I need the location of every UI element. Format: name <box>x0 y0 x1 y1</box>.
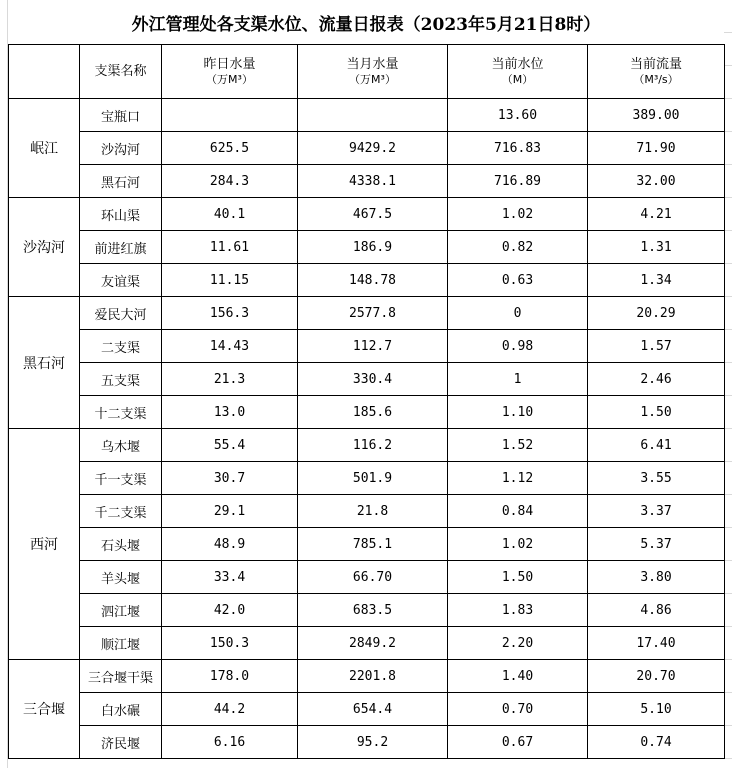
month-volume-cell[interactable]: 112.7 <box>298 330 448 363</box>
header-current-flow[interactable] <box>588 45 725 99</box>
current-flow-cell[interactable]: 20.29 <box>588 297 725 330</box>
month-volume-cell[interactable]: 2201.8 <box>298 660 448 693</box>
current-flow-cell[interactable]: 1.34 <box>588 264 725 297</box>
yesterday-volume-cell[interactable]: 55.4 <box>162 429 298 462</box>
current-flow-cell[interactable]: 2.46 <box>588 363 725 396</box>
header-branch-name[interactable] <box>80 45 162 99</box>
yesterday-volume-cell[interactable]: 11.15 <box>162 264 298 297</box>
current-level-cell[interactable]: 1.02 <box>448 198 588 231</box>
yesterday-volume-cell[interactable]: 42.0 <box>162 594 298 627</box>
table-row <box>9 165 725 198</box>
table-row <box>9 726 725 759</box>
yesterday-volume-cell[interactable]: 284.3 <box>162 165 298 198</box>
yesterday-volume-cell[interactable]: 21.3 <box>162 363 298 396</box>
current-flow-cell[interactable]: 3.55 <box>588 462 725 495</box>
current-level-cell[interactable]: 1.02 <box>448 528 588 561</box>
yesterday-volume-cell[interactable]: 625.5 <box>162 132 298 165</box>
current-flow-cell[interactable]: 1.57 <box>588 330 725 363</box>
branch-name-cell[interactable]: 白水碾 <box>80 693 162 726</box>
current-level-cell[interactable]: 1.12 <box>448 462 588 495</box>
month-volume-cell[interactable]: 148.78 <box>298 264 448 297</box>
sheet-gridline-left <box>0 0 8 768</box>
table-row <box>9 198 725 231</box>
month-volume-cell[interactable]: 330.4 <box>298 363 448 396</box>
current-level-cell[interactable]: 2.20 <box>448 627 588 660</box>
current-flow-cell[interactable]: 5.37 <box>588 528 725 561</box>
group-name-cell[interactable]: 沙沟河 <box>9 198 80 297</box>
month-volume-cell[interactable]: 4338.1 <box>298 165 448 198</box>
month-volume-cell[interactable]: 654.4 <box>298 693 448 726</box>
group-name-cell[interactable]: 三合堰 <box>9 660 80 759</box>
month-volume-cell[interactable]: 467.5 <box>298 198 448 231</box>
current-flow-cell[interactable]: 389.00 <box>588 99 725 132</box>
current-flow-cell[interactable]: 4.86 <box>588 594 725 627</box>
current-flow-cell[interactable]: 20.70 <box>588 660 725 693</box>
month-volume-cell[interactable]: 2849.2 <box>298 627 448 660</box>
table-row <box>9 231 725 264</box>
yesterday-volume-cell[interactable]: 48.9 <box>162 528 298 561</box>
yesterday-volume-cell[interactable]: 40.1 <box>162 198 298 231</box>
current-level-cell[interactable]: 1.52 <box>448 429 588 462</box>
branch-name-cell[interactable]: 顺江堰 <box>80 627 162 660</box>
table-row <box>9 264 725 297</box>
yesterday-volume-cell[interactable]: 14.43 <box>162 330 298 363</box>
header-flow-label: 当前流量 <box>629 56 682 72</box>
current-level-cell[interactable]: 1.50 <box>448 561 588 594</box>
current-level-cell[interactable]: 0.70 <box>448 693 588 726</box>
report-title: 外江管理处各支渠水位、流量日报表（2023年5月21日8时） <box>131 14 601 35</box>
header-month-unit: （万M³） <box>349 72 396 86</box>
yesterday-volume-cell[interactable]: 11.61 <box>162 231 298 264</box>
table-row <box>9 330 725 363</box>
table-row <box>9 297 725 330</box>
table-row <box>9 429 725 462</box>
current-level-cell[interactable]: 0.84 <box>448 495 588 528</box>
header-current-level[interactable] <box>448 45 588 99</box>
yesterday-volume-cell[interactable]: 33.4 <box>162 561 298 594</box>
branch-name-cell[interactable]: 千一支渠 <box>80 462 162 495</box>
current-flow-cell[interactable]: 1.50 <box>588 396 725 429</box>
current-flow-cell[interactable]: 6.41 <box>588 429 725 462</box>
month-volume-cell[interactable]: 95.2 <box>298 726 448 759</box>
yesterday-volume-cell[interactable]: 6.16 <box>162 726 298 759</box>
header-month-volume[interactable] <box>298 45 448 99</box>
current-level-cell[interactable]: 0.63 <box>448 264 588 297</box>
branch-name-cell[interactable]: 五支渠 <box>80 363 162 396</box>
report-table <box>8 44 725 759</box>
table-row <box>9 693 725 726</box>
report-table-body <box>9 45 725 759</box>
yesterday-volume-cell[interactable]: 44.2 <box>162 693 298 726</box>
branch-name-cell[interactable]: 羊头堰 <box>80 561 162 594</box>
branch-name-cell[interactable]: 爱民大河 <box>80 297 162 330</box>
branch-name-cell[interactable]: 黑石河 <box>80 165 162 198</box>
current-level-cell[interactable]: 0 <box>448 297 588 330</box>
current-level-cell[interactable]: 1.10 <box>448 396 588 429</box>
branch-name-cell[interactable]: 友谊渠 <box>80 264 162 297</box>
current-flow-cell[interactable]: 0.74 <box>588 726 725 759</box>
current-flow-cell[interactable]: 3.37 <box>588 495 725 528</box>
branch-name-cell[interactable]: 前进红旗 <box>80 231 162 264</box>
current-level-cell[interactable]: 716.83 <box>448 132 588 165</box>
current-flow-cell[interactable]: 17.40 <box>588 627 725 660</box>
header-blank-cell[interactable] <box>9 45 80 99</box>
current-level-cell[interactable]: 0.67 <box>448 726 588 759</box>
month-volume-cell[interactable]: 186.9 <box>298 231 448 264</box>
table-row <box>9 363 725 396</box>
current-flow-cell[interactable]: 3.80 <box>588 561 725 594</box>
yesterday-volume-cell[interactable]: 13.0 <box>162 396 298 429</box>
month-volume-cell[interactable]: 185.6 <box>298 396 448 429</box>
branch-name-cell[interactable]: 千二支渠 <box>80 495 162 528</box>
table-row <box>9 495 725 528</box>
current-level-cell[interactable]: 1 <box>448 363 588 396</box>
branch-name-cell[interactable]: 二支渠 <box>80 330 162 363</box>
current-level-cell[interactable]: 1.83 <box>448 594 588 627</box>
header-yesterday-volume[interactable] <box>162 45 298 99</box>
table-row <box>9 132 725 165</box>
branch-name-cell[interactable]: 泗江堰 <box>80 594 162 627</box>
header-yesterday-label: 昨日水量 <box>203 56 256 72</box>
current-level-cell[interactable]: 13.60 <box>448 99 588 132</box>
current-flow-cell[interactable]: 4.21 <box>588 198 725 231</box>
month-volume-cell[interactable]: 2577.8 <box>298 297 448 330</box>
group-name-cell[interactable]: 黑石河 <box>9 297 80 429</box>
table-row <box>9 528 725 561</box>
month-volume-cell[interactable]: 683.5 <box>298 594 448 627</box>
current-level-cell[interactable]: 0.82 <box>448 231 588 264</box>
yesterday-volume-cell[interactable]: 30.7 <box>162 462 298 495</box>
branch-name-cell[interactable]: 乌木堰 <box>80 429 162 462</box>
table-row <box>9 594 725 627</box>
branch-name-cell[interactable]: 济民堰 <box>80 726 162 759</box>
current-flow-cell[interactable]: 71.90 <box>588 132 725 165</box>
header-month-label: 当月水量 <box>346 56 399 72</box>
month-volume-cell[interactable]: 116.2 <box>298 429 448 462</box>
yesterday-volume-cell[interactable]: 29.1 <box>162 495 298 528</box>
current-flow-cell[interactable]: 1.31 <box>588 231 725 264</box>
yesterday-volume-cell[interactable]: 178.0 <box>162 660 298 693</box>
current-flow-cell[interactable]: 32.00 <box>588 165 725 198</box>
table-row <box>9 462 725 495</box>
current-flow-cell[interactable]: 5.10 <box>588 693 725 726</box>
header-level-label: 当前水位 <box>491 56 544 72</box>
group-name-cell[interactable]: 西河 <box>9 429 80 660</box>
month-volume-cell[interactable]: 501.9 <box>298 462 448 495</box>
current-level-cell[interactable]: 716.89 <box>448 165 588 198</box>
branch-name-cell[interactable]: 十二支渠 <box>80 396 162 429</box>
table-row <box>9 99 725 132</box>
yesterday-volume-cell[interactable]: 150.3 <box>162 627 298 660</box>
header-branch-name-text: 支渠名称 <box>94 63 147 79</box>
branch-name-cell[interactable]: 石头堰 <box>80 528 162 561</box>
header-yesterday-unit: （万M³） <box>206 72 253 86</box>
table-row <box>9 561 725 594</box>
branch-name-cell[interactable]: 环山渠 <box>80 198 162 231</box>
yesterday-volume-cell[interactable]: 156.3 <box>162 297 298 330</box>
month-volume-cell[interactable]: 21.8 <box>298 495 448 528</box>
table-row <box>9 627 725 660</box>
header-flow-unit: （M³/s） <box>633 72 679 86</box>
header-row <box>9 45 725 99</box>
yesterday-volume-cell[interactable] <box>162 99 298 132</box>
group-name-cell[interactable]: 岷江 <box>9 99 80 198</box>
branch-name-cell[interactable]: 三合堰干渠 <box>80 660 162 693</box>
branch-name-cell[interactable]: 沙沟河 <box>80 132 162 165</box>
month-volume-cell[interactable] <box>298 99 448 132</box>
sheet-gridline-right <box>724 0 732 768</box>
month-volume-cell[interactable]: 785.1 <box>298 528 448 561</box>
table-row <box>9 396 725 429</box>
month-volume-cell[interactable]: 66.70 <box>298 561 448 594</box>
header-level-unit: （M） <box>501 72 534 86</box>
branch-name-cell[interactable]: 宝瓶口 <box>80 99 162 132</box>
table-row <box>9 660 725 693</box>
current-level-cell[interactable]: 1.40 <box>448 660 588 693</box>
month-volume-cell[interactable]: 9429.2 <box>298 132 448 165</box>
current-level-cell[interactable]: 0.98 <box>448 330 588 363</box>
